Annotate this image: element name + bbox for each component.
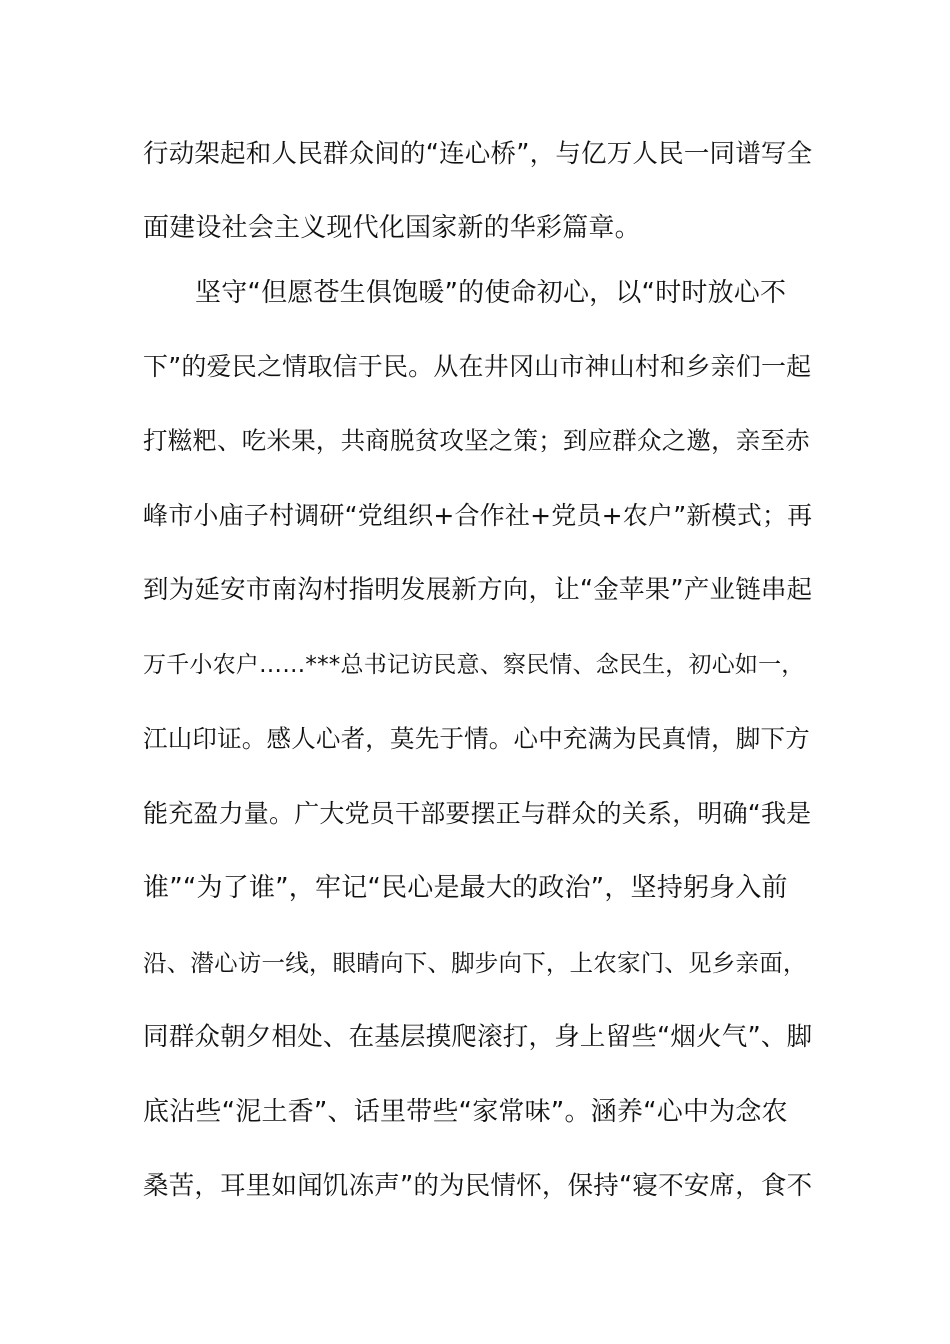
text-line-10: 能充盈力量。广大党员干部要摆正与群众的关系，明确“我是	[143, 799, 812, 828]
text-line-1: 行动架起和人民群众间的“连心桥”，与亿万人民一同谱写全	[143, 139, 813, 169]
text-line-2: 面建设社会主义现代化国家新的华彩篇章。	[143, 213, 641, 243]
text-line-15: 桑苦，耳里如闻饥冻声”的为民情怀，保持“寝不安席，食不	[143, 1171, 813, 1201]
text-line-4: 下”的爱民之情取信于民。从在井冈山市神山村和乡亲们一起	[143, 352, 812, 381]
text-line-7: 到为延安市南沟村指明发展新方向，让“金苹果”产业链串起	[143, 575, 813, 605]
text-line-5: 打糍粑、吃米果，共商脱贫攻坚之策；到应群众之邀，亲至赤	[143, 426, 810, 455]
text-line-6: 峰市小庙子村调研“党组织+合作社+党员+农户”新模式；再	[143, 501, 813, 530]
text-line-13: 同群众朝夕相处、在基层摸爬滚打，身上留些“烟火气”、脚	[143, 1022, 813, 1052]
text-line-14: 底沾些“泥土香”、话里带些“家常味”。涵养“心中为念农	[143, 1097, 788, 1127]
text-line-11: 谁”“为了谁”，牢记“民心是最大的政治”，坚持躬身入前	[143, 873, 788, 903]
text-line-8: 万千小农户……***总书记访民意、察民情、念民生，初心如一，	[143, 652, 805, 678]
text-line-12: 沿、潜心访一线，眼睛向下、脚步向下，上农家门、见乡亲面，	[143, 949, 807, 977]
text-line-9: 江山印证。感人心者，莫先于情。心中充满为民真情，脚下方	[143, 724, 810, 753]
paragraph-start-line: 坚守“但愿苍生俱饱暖”的使命初心，以“时时放心不	[195, 278, 787, 308]
